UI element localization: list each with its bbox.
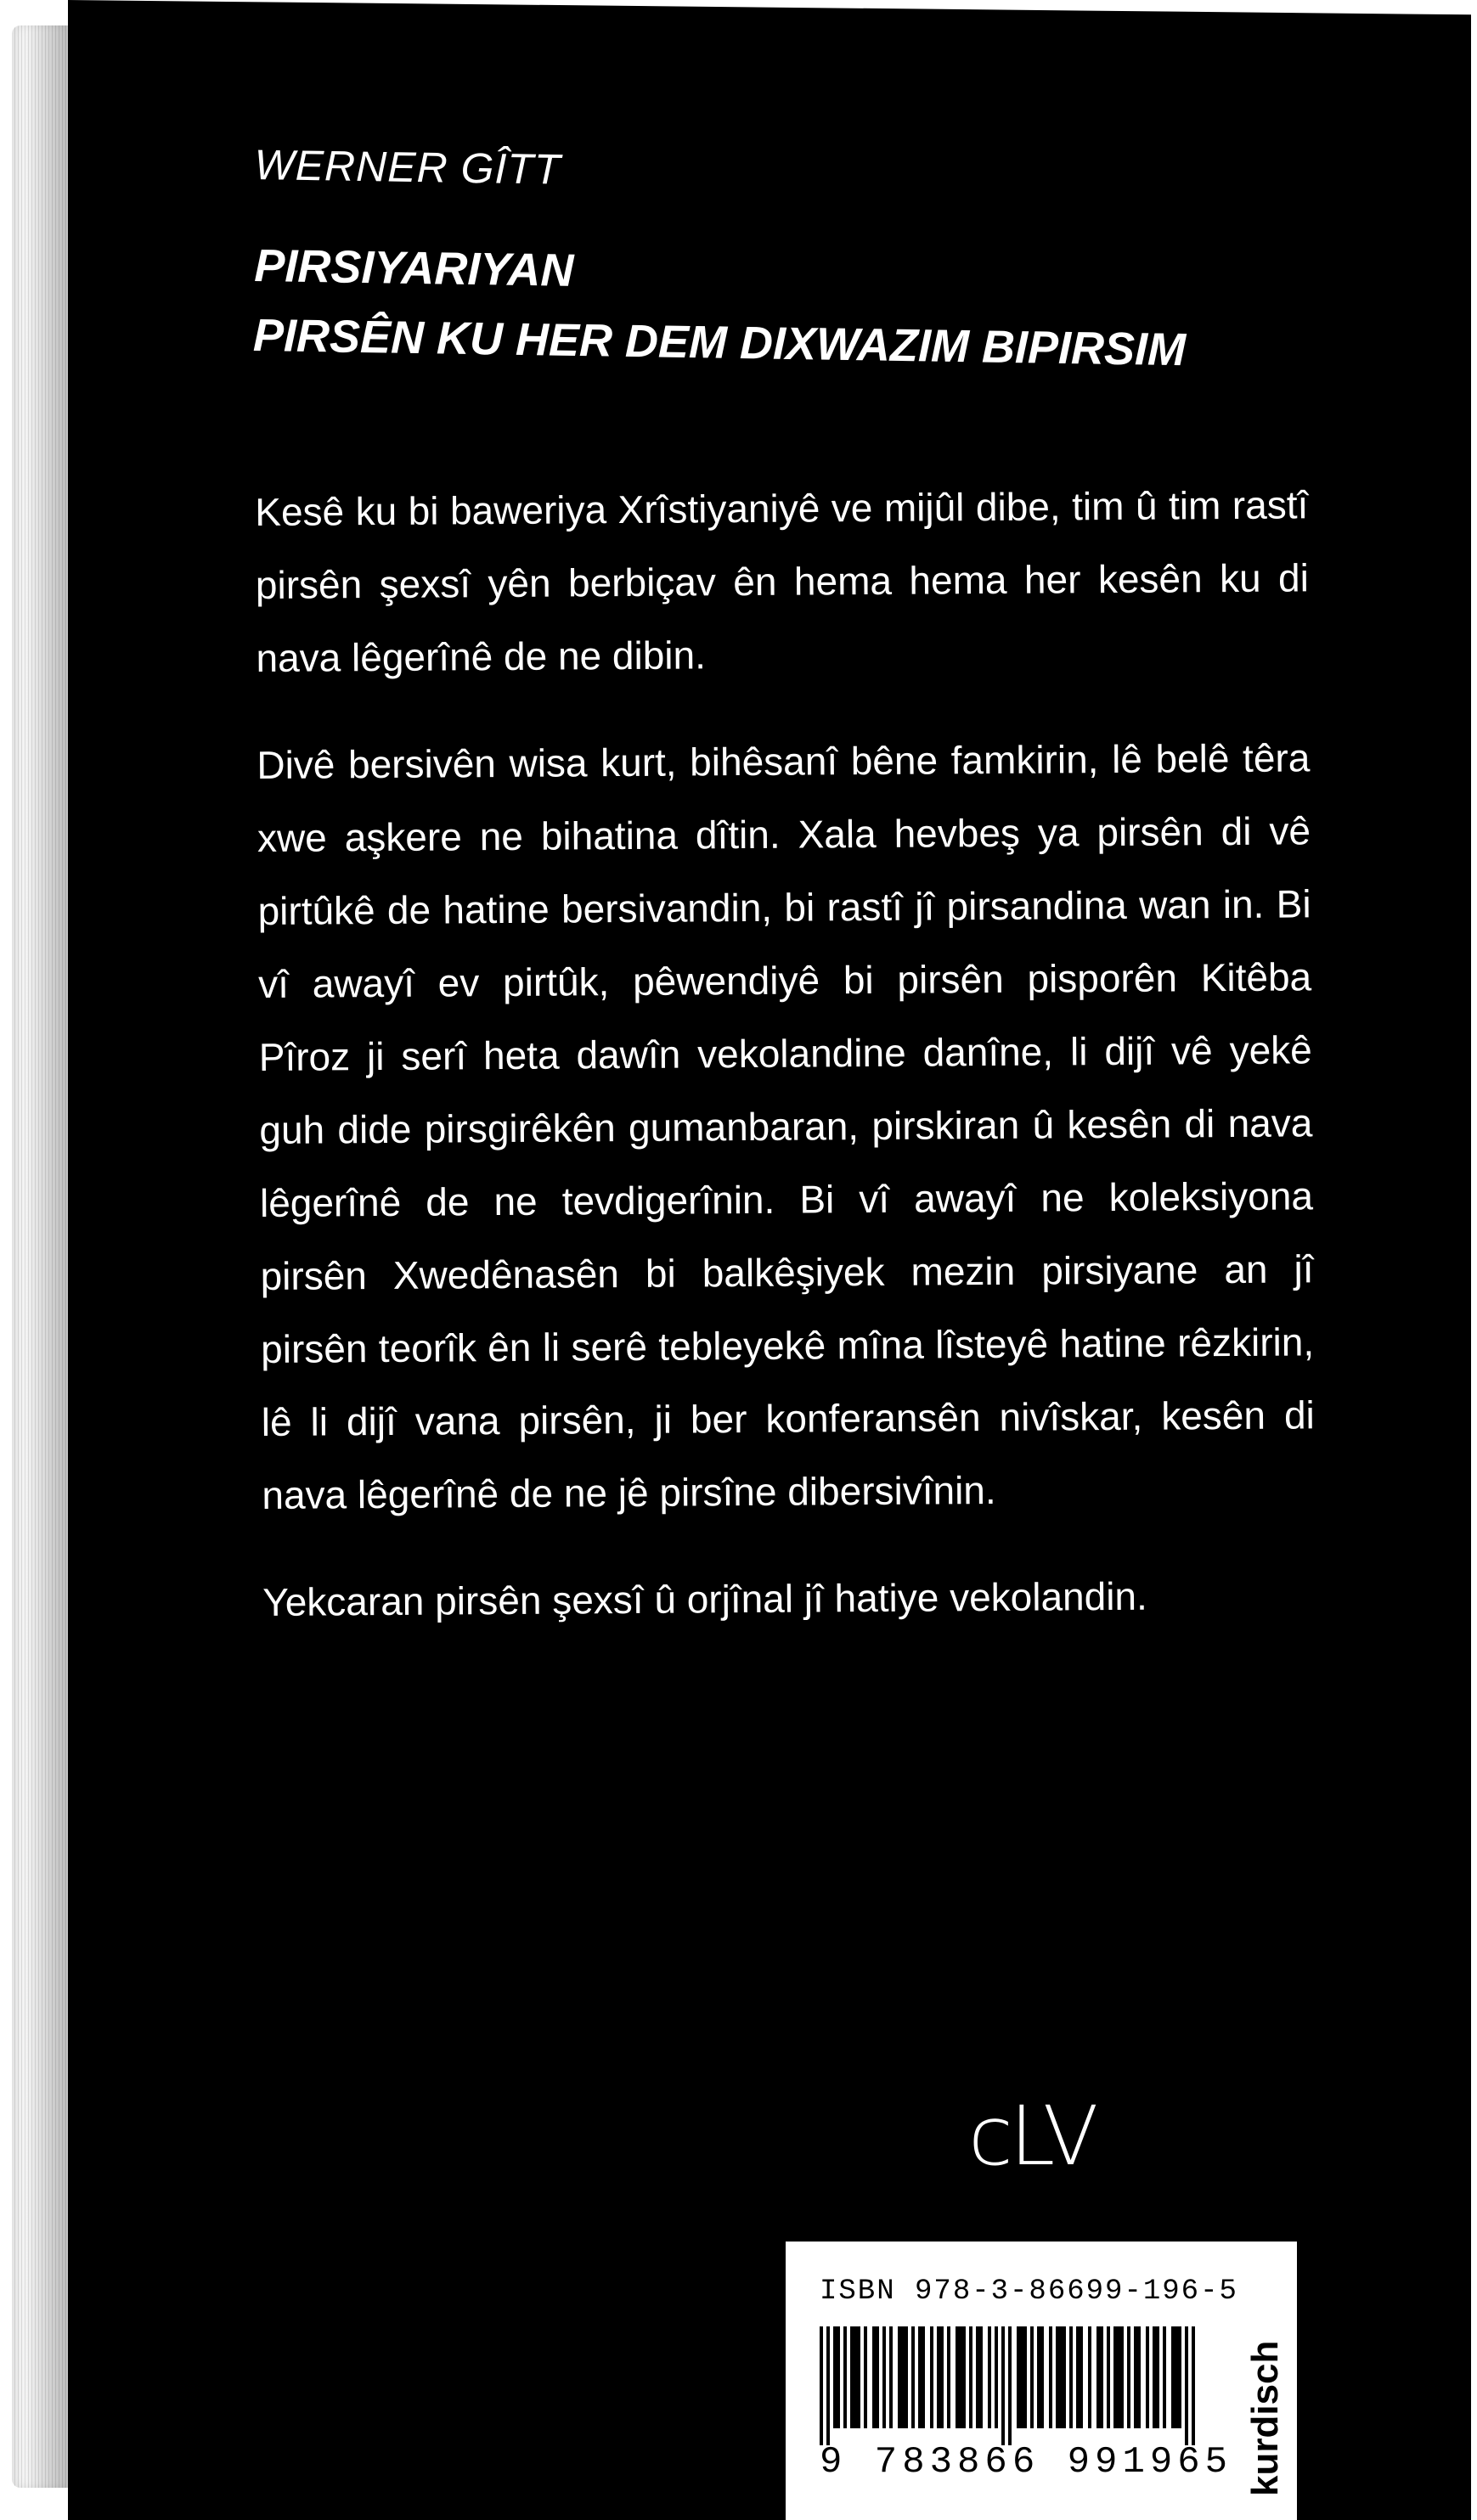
barcode-icon [820,2326,1219,2445]
barcode-label [786,2242,1297,2520]
isbn-text: ISBN 978-3-86699-196-5 [820,2275,1238,2308]
cover-content [252,0,1316,2520]
blurb [255,468,1316,1673]
spine-shadow [25,25,71,2488]
barcode-digits: 9 783866 991965 [820,2441,1233,2483]
blurb-paragraph-1: Kesê ku bi baweriya Xrîstiyaniyê ve mijûl dibe, tim û tim rastî pirsên şexsî yên berbiçav ên hema hema her kesên ku di nava lêgerînê de ne dibin. [255,482,1310,680]
author-name: WERNER GÎTT [254,140,561,194]
title-line-1: PIRSIYARIYAN [253,239,574,296]
language-label: kurdisch [1244,2340,1286,2496]
title-line-2: PIRSÊN KU HER DEM DIXWAZIM BIPIRSIM [252,309,1187,376]
publisher-logo: cLV [968,2089,1096,2184]
blurb-paragraph-2: Divê bersivên wisa kurt, bihêsanî bêne famkirin, lê belê têra xwe aşkere ne bihatina dîtin. Xala hevbeş ya pirsên di vê pirtûkê de hatine bersivandin, bi rastî jî pirsandina wan in. Bi vî awayî ev pirtûk, pêwendiyê bi pirsên pisporên Kitêba Pîroz ji serî heta dawîn vekolandine danîne, li dijî vê yekê guh dide pirsgirêkên gumanbaran, pirskiran û kesên di nava lêgerînê de ne tevdigerînin. Bi vî awayî ne koleksiyona pirsên Xwedênasên bi balkêşiyek mezin pirsiyane an jî pirsên teorîk ên li serê tebleyekê mîna lîsteyê hatine rêzkirin, lê li dijî vana pirsên, ji ber konferansên nivîskar, kesên di nava lêgerînê de ne jê pirsîne dibersivînin. [257,735,1315,1517]
blurb-paragraph-3: Yekcaran pirsên şexsî û orjînal jî hatiye vekolandin. [262,1573,1147,1624]
book-title [252,231,1187,385]
